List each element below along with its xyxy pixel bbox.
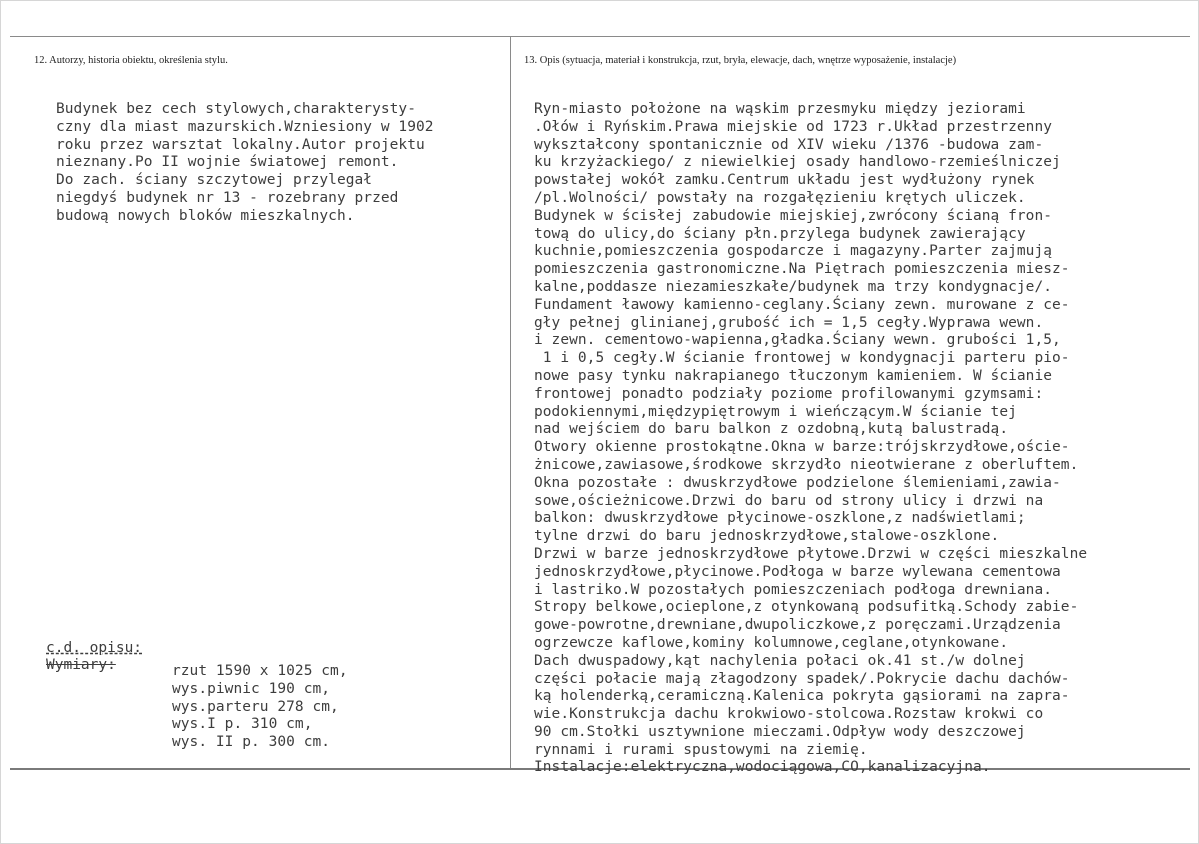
- text-line: czny dla miast mazurskich.Wzniesiony w 1902: [56, 118, 434, 135]
- text-line: gowe-powrotne,drewniane,dwupoliczkowe,z poręczami.Urządzenia: [534, 617, 1061, 634]
- text-line: jednoskrzydłowe,płycinowe.Podłoga w barze wylewana cementowa: [534, 563, 1061, 580]
- dimensions-heading: [46, 640, 142, 674]
- text-line: Fundament ławowy kamienno-ceglany.Ściany zewn. murowane z ce-: [534, 296, 1070, 313]
- text-line: ogrzewcze kaflowe,kominy kolumnowe,ceglane,otynkowane.: [534, 634, 1009, 651]
- text-line: gły pełnej glinianej,grubość ich = 1,5 cegły.Wyprawa wewn.: [534, 314, 1044, 331]
- text-line: ku krzyżackiego/ z niewielkiej osady handlowo-rzemieślniczej: [534, 154, 1061, 171]
- text-line: .Ołów i Ryńskim.Prawa miejskie od 1723 r.Układ przestrzenny: [534, 118, 1053, 135]
- dimension-line: rzut 1590 x 1025 cm,: [172, 663, 348, 679]
- dimension-line: wys.parteru 278 cm,: [172, 698, 339, 715]
- text-line: wykształcony spontanicznie od XIV wieku /1376 -budowa zam-: [534, 136, 1044, 153]
- text-line: tową do ulicy,do ściany płn.przylega budynek zawierający: [534, 225, 1026, 242]
- text-line: 90 cm.Stołki usztywnione mieczami.Odpływ wody deszczowej: [534, 723, 1026, 740]
- text-line: balkon: dwuskrzydłowe płycinowe-oszklone,z nadświetlami;: [534, 510, 1026, 527]
- column-divider: [510, 36, 511, 769]
- history-text: [56, 101, 434, 226]
- section-13-heading: 13. Opis (sytuacja, materiał i konstrukcja, rzut, bryła, elewacje, dach, wnętrze wyposażenie, instalacje): [524, 55, 957, 66]
- text-line: ką holenderką,ceramiczną.Kalenica pokryta gąsiorami na zapra-: [534, 688, 1070, 705]
- text-line: tylne drzwi do baru jednoskrzydłowe,stalowe-oszklone.: [534, 528, 1000, 545]
- text-line: 1 i 0,5 cegły.W ścianie frontowej w kondygnacji parteru pio-: [534, 350, 1070, 367]
- dimensions-list: [172, 663, 348, 752]
- text-line: Stropy belkowe,ocieplone,z otynkowaną podsufitką.Schody zabie-: [534, 599, 1079, 616]
- dimensions-label: Wymiary:: [46, 657, 116, 673]
- dimension-line: wys.piwnic 190 cm,: [172, 680, 331, 697]
- text-line: nad wejściem do baru balkon z ozdobną,kutą balustradą.: [534, 421, 1009, 438]
- top-rule: [10, 36, 1190, 37]
- text-line: Do zach. ściany szczytowej przylegał: [56, 172, 373, 189]
- text-line: i zewn. cementowo-wapienna,gładka.Ściany wewn. grubości 1,5,: [534, 332, 1061, 349]
- dimension-line: wys.I p. 310 cm,: [172, 716, 313, 733]
- text-line: podokiennymi,międzypiętrowym i wieńczącym.W ścianie tej: [534, 403, 1017, 420]
- section-12-heading: 12. Autorzy, historia obiektu, określenia stylu.: [34, 55, 228, 66]
- text-line: roku przez warsztat lokalny.Autor projektu: [56, 136, 425, 153]
- description-text: [534, 101, 1087, 777]
- text-line: Okna pozostałe : dwuskrzydłowe podzielone ślemieniami,zawia-: [534, 474, 1061, 491]
- continuation-label: c.d. opisu:: [46, 640, 143, 656]
- text-line: Ryn-miasto położone na wąskim przesmyku między jeziorami: [534, 101, 1026, 117]
- text-line: i lastriko.W pozostałych pomieszczeniach podłoga drewniana.: [534, 581, 1053, 598]
- text-line: Budynek w ścisłej zabudowie miejskiej,zwrócony ścianą fron-: [534, 207, 1053, 224]
- text-line: sowe,ościeżnicowe.Drzwi do baru od strony ulicy i drzwi na: [534, 492, 1044, 509]
- text-line: frontowej ponadto podziały poziome profilowanymi gzymsami:: [534, 385, 1044, 402]
- text-line: niegdyś budynek nr 13 - rozebrany przed: [56, 189, 399, 206]
- text-line: kuchnie,pomieszczenia gospodarcze i magazyny.Parter zajmują: [534, 243, 1053, 260]
- text-line: Budynek bez cech stylowych,charakterysty-: [56, 101, 416, 117]
- text-line: Dach dwuspadowy,kąt nachylenia połaci ok.41 st./w dolnej: [534, 652, 1026, 669]
- text-line: powstałej wokół zamku.Centrum układu jest wydłużony rynek: [534, 172, 1035, 189]
- text-line: wie.Konstrukcja dachu krokwiowo-stolcowa.Rozstaw krokwi co: [534, 706, 1044, 723]
- text-line: Otwory okienne prostokątne.Okna w barze:trójskrzydłowe,oście-: [534, 439, 1070, 456]
- text-line: /pl.Wolności/ powstały na rozgałęzieniu krętych uliczek.: [534, 189, 1026, 206]
- text-line: żnicowe,zawiasowe,środkowe skrzydło nieotwierane z oberluftem.: [534, 456, 1079, 473]
- text-line: części połacie mają złagodzony spadek/.Pokrycie dachu dachów-: [534, 670, 1070, 687]
- text-line: Drzwi w barze jednoskrzydłowe płytowe.Drzwi w części mieszkalne: [534, 545, 1088, 562]
- dimension-line: wys. II p. 300 cm.: [172, 734, 331, 751]
- text-line: rynnami i rurami spustowymi na ziemię.: [534, 741, 868, 758]
- text-line: nowe pasy tynku nakrapianego tłuczonym kamieniem. W ścianie: [534, 367, 1053, 384]
- text-line: pomieszczenia gastronomiczne.Na Piętrach pomieszczenia miesz-: [534, 261, 1070, 278]
- text-line: budową nowych bloków mieszkalnych.: [56, 207, 355, 224]
- text-line: kalne,poddasze niezamieszkałe/budynek ma trzy kondygnacje/.: [534, 278, 1053, 295]
- text-line: nieznany.Po II wojnie światowej remont.: [56, 154, 399, 171]
- text-line: Instalacje:elektryczna,wodociągowa,CO,kanalizacyjna.: [534, 759, 991, 776]
